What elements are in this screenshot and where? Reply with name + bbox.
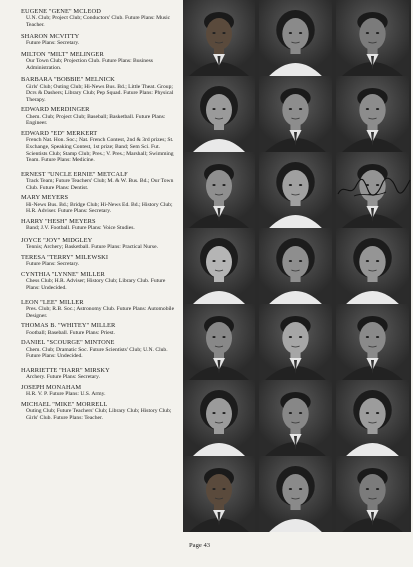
student-entry <box>21 271 180 292</box>
student-entry <box>21 130 180 164</box>
student-portrait <box>336 380 409 456</box>
student-activities: Band; J.V. Football. Future Plans: Voice Studies. <box>26 225 135 232</box>
student-portrait <box>259 304 332 380</box>
student-activities: U.N. Club; Project Club; Conductors' Club. Future Plans: Music Teacher. <box>26 15 171 28</box>
student-portrait <box>183 76 255 152</box>
student-entry <box>21 51 180 72</box>
student-portrait <box>336 228 409 304</box>
student-name: EDWARD "ED" MERKERT <box>21 129 98 137</box>
student-entry <box>21 218 180 232</box>
student-entry <box>21 106 180 127</box>
student-entry <box>21 322 180 336</box>
student-portrait <box>336 152 409 228</box>
student-entry <box>21 8 180 29</box>
student-name: JOYCE "JOY" MIDGLEY <box>21 236 93 244</box>
student-activities: Hi-News Bus. Bd.; Bridge Club; Hi-News Ed. Bd.; History Club; H.R. Adviser. Future Plans: Secretary. <box>26 201 173 215</box>
student-name: ERNEST "UNCLE ERNIE" METCALF <box>21 170 128 178</box>
student-activities: Chess Club; H.R. Adviser; History Club; Library Club. Future Plans: Undecided. <box>26 278 166 291</box>
student-activities: Chem. Club; Dramatic Soc. Future Scientists' Club; U.N. Club. Future Plans: Undecided. <box>26 346 168 360</box>
student-portrait <box>336 456 409 532</box>
student-entry <box>21 384 180 398</box>
student-name: TERESA "TERRY" MILEWSKI <box>21 253 109 261</box>
student-activities: Girls' Club; Outing Club; Hi-News Bus. Bd.; Little Theat. Group; Dcrs & Dashers; Library Club; Pep Squad. Future Plans: Physical Therapy. <box>26 83 174 103</box>
student-entry <box>21 237 180 251</box>
student-activities: Future Plans: Secretary. <box>26 261 80 268</box>
student-entry <box>21 254 180 268</box>
student-portrait <box>183 456 255 532</box>
student-name: BARBARA "BOBBIE" MELNICK <box>21 76 115 84</box>
student-portrait <box>259 456 332 532</box>
student-entry <box>21 401 180 422</box>
student-portrait <box>259 152 332 228</box>
senior-entries-column <box>21 8 180 421</box>
student-activities: Pres. Club; R.B. Soc.; Astronomy Club. Future Plans: Automobile Designer. <box>26 305 175 319</box>
student-activities: Archery. Future Plans: Secretary. <box>26 374 100 381</box>
portrait-grid <box>183 0 411 532</box>
student-portrait <box>183 380 255 456</box>
student-activities: H.R. V. P. Future Plans: U.S. Army. <box>26 391 106 398</box>
student-name: DANIEL "SCOURGE" MINTONE <box>21 339 115 347</box>
student-portrait <box>259 228 332 304</box>
student-portrait <box>259 0 332 76</box>
student-activities: Track Team; Future Teachers' Club; M. & W. Bus. Bd.; Our Town Club. Future Plans: Dentist. <box>26 178 174 191</box>
student-name: SHARON MCVITTY <box>21 32 80 40</box>
student-portrait <box>183 228 255 304</box>
student-entry <box>21 171 180 192</box>
student-name: JOSEPH MONAHAM <box>21 383 82 391</box>
student-activities: Football; Baseball. Future Plans: Priest. <box>26 329 115 336</box>
student-name: LEON "LEE" MILLER <box>21 298 84 306</box>
student-activities: Future Plans: Secretary. <box>26 40 80 46</box>
student-activities: Our Town Club; Projection Club. Future Plans: Business Administration. <box>26 58 153 71</box>
student-name: THOMAS B. "WHITEY" MILLER <box>21 322 116 330</box>
student-entry <box>21 76 180 103</box>
student-portrait <box>259 76 332 152</box>
student-name: MARY MEYERS <box>21 194 69 202</box>
student-portrait <box>336 0 409 76</box>
student-entry <box>21 339 180 360</box>
student-entry <box>21 33 180 47</box>
student-activities: Tennis; Archery; Basketball. Future Plans: Practical Nurse. <box>26 244 158 251</box>
student-name: CYNTHIA "LYNNE" MILLER <box>21 270 105 278</box>
student-name: HARRY "HESH" MEYERS <box>21 217 96 225</box>
student-activities: Chem. Club; Project Club; Baseball; Basketball. Future Plans: Engineer. <box>26 113 166 127</box>
student-entry <box>21 194 180 215</box>
page-number: Page 43 <box>189 542 211 549</box>
student-activities: French Nat. Hon. Soc.; Nat. French Contest, 2nd & 3rd prizes; St. Exchange, Speaking Contest, 1st prize; Band; Sem Sci. Fut. Scientists Club; Stamp Club; Pres.; V. Pres.; Marshall; Swimming Team. Future Plans: Medicine. <box>26 137 174 164</box>
student-entry <box>21 299 180 320</box>
student-entry <box>21 367 180 381</box>
student-activities: Outing Club; Future Teachers' Club; Library Club; History Club; Girls' Club. Future Plans: Teacher. <box>26 408 172 421</box>
student-name: EDWARD MERDINGER <box>21 106 90 114</box>
student-portrait <box>183 152 255 228</box>
student-name: EUGENE "GENE" MCLEOD <box>21 8 101 15</box>
student-portrait <box>183 304 255 380</box>
student-name: HARRIETTE "HARR" MIRSKY <box>21 366 110 374</box>
student-portrait <box>259 380 332 456</box>
student-portrait <box>336 304 409 380</box>
student-portrait <box>183 0 255 76</box>
student-name: MICHAEL "MIKE" MORRELL <box>21 400 108 408</box>
student-name: MILTON "MILT" MELINGER <box>21 50 104 58</box>
student-portrait <box>336 76 409 152</box>
